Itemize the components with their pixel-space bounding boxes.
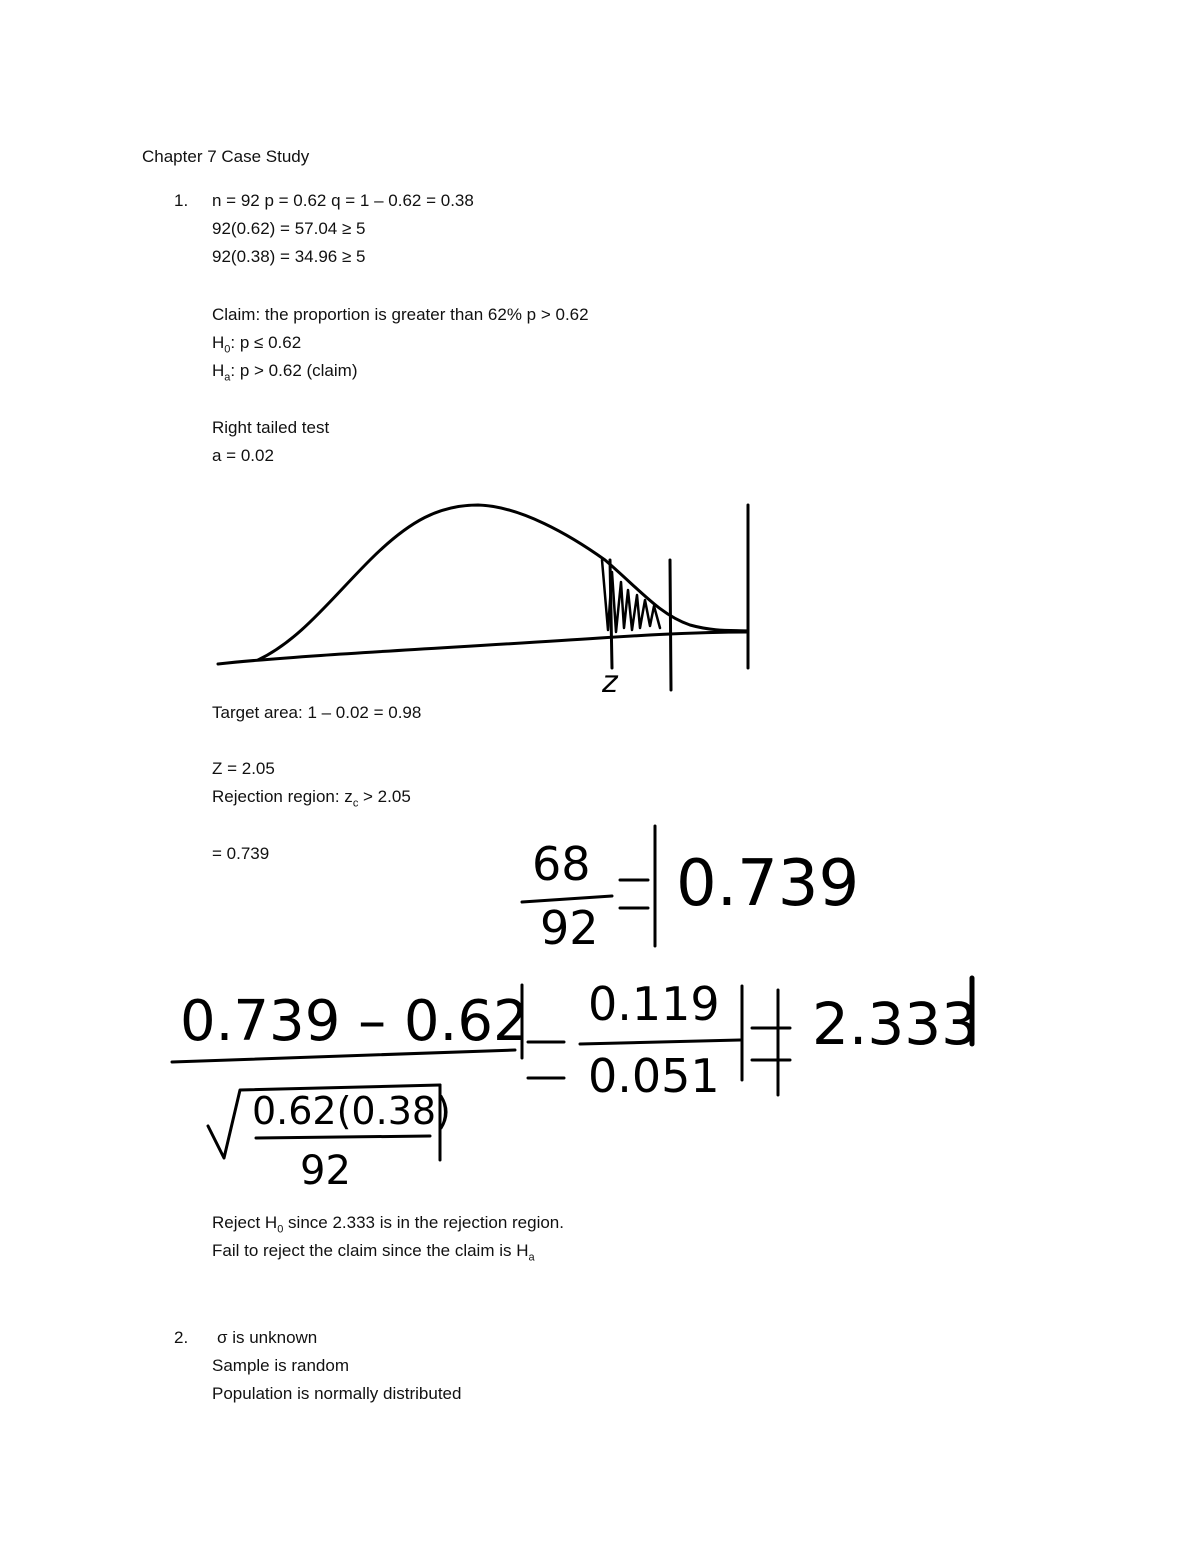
rejection-subscript: c — [352, 797, 359, 810]
radicand-top: 0.62(0.38) — [252, 1089, 451, 1133]
conclusion1-prefix: Reject H — [212, 1213, 278, 1232]
ha-letter: H — [212, 361, 225, 380]
radicand-bar — [256, 1136, 430, 1138]
rejection-rest: > 2.05 — [358, 787, 411, 806]
curve-z-label: z — [602, 665, 618, 700]
conclusion2-subscript: a — [528, 1251, 535, 1264]
mid-numerator: 0.119 — [588, 977, 720, 1031]
phat-numerator: 68 — [532, 837, 591, 891]
conclusion2-prefix: Fail to reject the claim since the claim is H — [212, 1241, 529, 1260]
q1-test-type: Right tailed test — [212, 418, 330, 437]
mid-denominator: 0.051 — [588, 1049, 720, 1103]
q1-alpha: a = 0.02 — [212, 446, 274, 465]
q1-phat-value: = 0.739 — [212, 844, 270, 863]
z-numerator: 0.739 – 0.62 — [180, 989, 529, 1054]
q2-sigma-unknown: σ is unknown — [217, 1328, 318, 1347]
q2-population-normal: Population is normally distributed — [212, 1384, 462, 1403]
conclusion1-rest: since 2.333 is in the rejection region. — [283, 1213, 564, 1232]
radicand-bottom: 92 — [300, 1148, 351, 1194]
page-title: Chapter 7 Case Study — [142, 147, 310, 166]
q1-line-np-check: 92(0.62) = 57.04 ≥ 5 — [212, 219, 366, 238]
q1-line-nq-check: 92(0.38) = 34.96 ≥ 5 — [212, 247, 366, 266]
ha-subscript: a — [224, 371, 231, 384]
q1-line-sample-values: n = 92 p = 0.62 q = 1 – 0.62 = 0.38 — [212, 191, 474, 210]
z-result: 2.333 — [812, 990, 979, 1058]
q1-critical-z: Z = 2.05 — [212, 759, 275, 778]
q1-number: 1. — [174, 191, 189, 210]
ha-statement: : p > 0.62 (claim) — [230, 361, 358, 380]
h0-letter: H — [212, 333, 225, 352]
conclusion1-subscript: 0 — [277, 1223, 284, 1236]
rejection-prefix: Rejection region: z — [212, 787, 353, 806]
q1-target-area: Target area: 1 – 0.02 = 0.98 — [212, 703, 422, 722]
h0-statement: : p ≤ 0.62 — [230, 333, 302, 352]
q2-number: 2. — [174, 1328, 189, 1347]
phat-result: 0.739 — [676, 847, 860, 921]
h0-subscript: 0 — [224, 343, 231, 356]
mid-fraction-bar — [580, 1040, 740, 1044]
q1-claim: Claim: the proportion is greater than 62% p > 0.62 — [212, 305, 589, 324]
phat-denominator: 92 — [540, 901, 599, 955]
q2-sample-random: Sample is random — [212, 1356, 350, 1375]
